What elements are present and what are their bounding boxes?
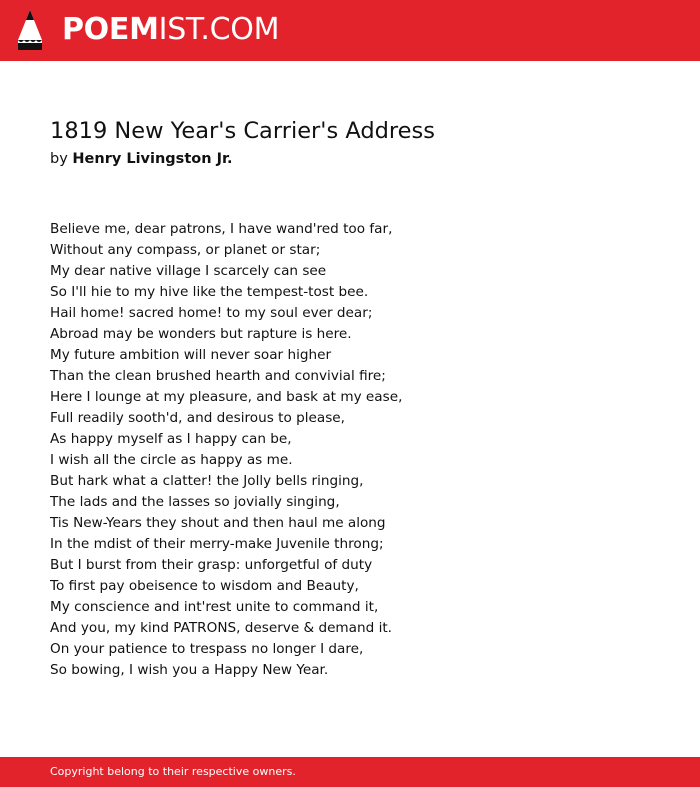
poem-line: Believe me, dear patrons, I have wand'red too far, [50,221,393,237]
brand-name-bold: POEM [62,12,159,47]
site-logo-link[interactable] [62,12,279,48]
poem-line: To first pay obeisence to wisdom and Beauty, [50,578,359,594]
poem-line: So I'll hie to my hive like the tempest-tost bee. [50,284,369,300]
poem-line: Full readily sooth'd, and desirous to please, [50,410,345,426]
poem-line: The lads and the lasses so jovially singing, [50,494,340,510]
poem-line: Than the clean brushed hearth and convivial fire; [50,368,386,384]
poem-title: 1819 New Year's Carrier's Address [50,118,435,144]
poem-line: My future ambition will never soar higher [50,347,332,363]
site-header [0,0,700,61]
poem-line: As happy myself as I happy can be, [50,431,292,447]
brand-name-light: IST.COM [158,12,280,47]
site-footer [0,757,700,787]
poem-line: I wish all the circle as happy as me. [50,452,293,468]
poem-line: Hail home! sacred home! to my soul ever dear; [50,305,373,321]
poem-line: Without any compass, or planet or star; [50,242,321,258]
pencil-tip-icon [18,10,42,50]
byline [50,149,233,169]
poem-line: Tis New-Years they shout and then haul me along [50,515,386,531]
by-label: by [50,151,68,167]
poem-line: My conscience and int'rest unite to command it, [50,599,379,615]
poem-line: On your patience to trespass no longer I dare, [50,641,364,657]
poem-line: And you, my kind PATRONS, deserve & demand it. [50,620,393,636]
poem-body [50,219,402,681]
author-link[interactable]: Henry Livingston Jr. [72,151,233,167]
poem-line: Abroad may be wonders but rapture is here. [50,326,352,342]
poem-line: But I burst from their grasp: unforgetful of duty [50,557,373,573]
poem-line: Here I lounge at my pleasure, and bask at my ease, [50,389,403,405]
copyright-text: Copyright belong to their respective owners. [50,765,296,778]
poem-line: My dear native village I scarcely can see [50,263,327,279]
poem-line: In the mdist of their merry-make Juvenile throng; [50,536,384,552]
poem-line: So bowing, I wish you a Happy New Year. [50,662,329,678]
poem-line: But hark what a clatter! the Jolly bells ringing, [50,473,364,489]
